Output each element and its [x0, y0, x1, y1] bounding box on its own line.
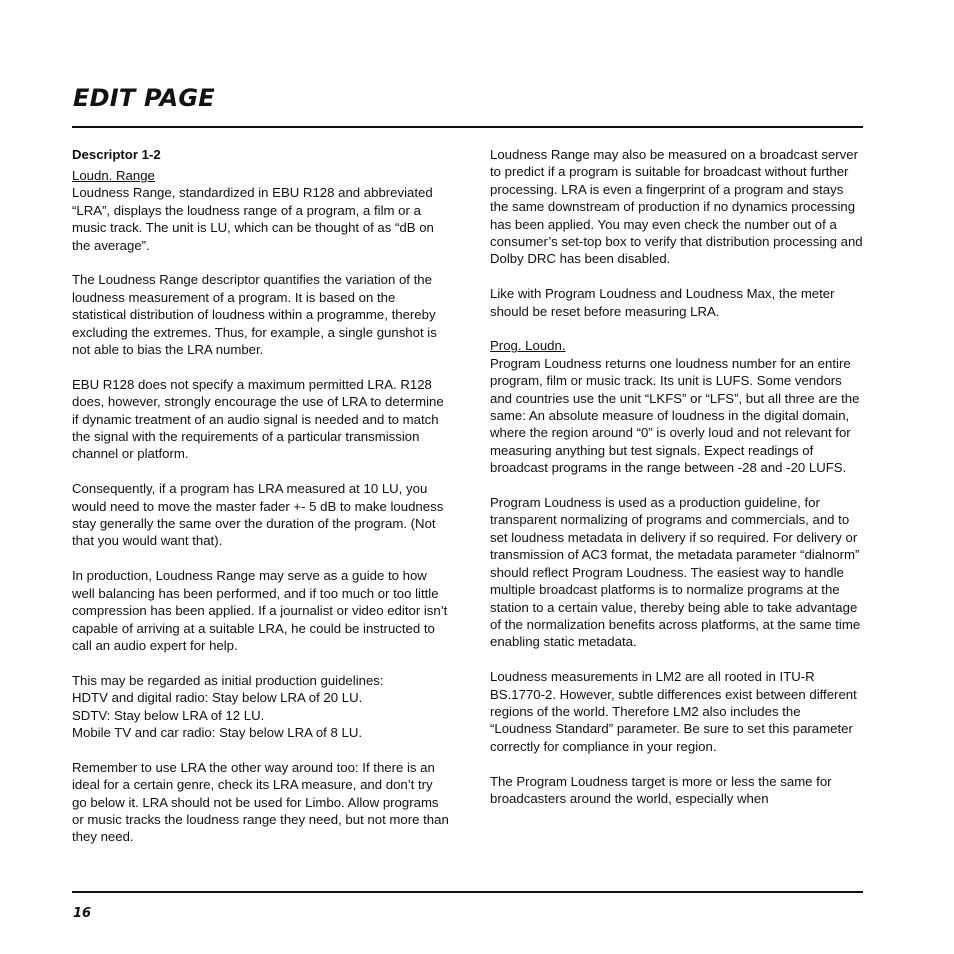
paragraph: Like with Program Loudness and Loudness Max, the meter should be reset before measuring LRA.	[490, 286, 835, 319]
section-title-prog-loudn: Prog. Loudn.	[490, 338, 566, 354]
left-column	[72, 146, 450, 863]
page-number: 16	[73, 906, 92, 921]
paragraph: Consequently, if a program has LRA measured at 10 LU, you would need to move the master fader +- 5 dB to make loudness stay generally the same over the duration of the program. (Not that you would want that).	[72, 481, 444, 549]
guideline-item: SDTV: Stay below LRA of 12 LU.	[72, 707, 265, 723]
guideline-item: Mobile TV and car radio: Stay below LRA of 8 LU.	[72, 724, 363, 740]
paragraph: The Program Loudness target is more or less the same for broadcasters around the world, especially when	[490, 773, 832, 806]
right-column	[490, 146, 864, 825]
paragraph: Loudness measurements in LM2 are all rooted in ITU-R BS.1770-2. However, subtle differences exist between different regions of the world. Therefore LM2 also includes the “Loudness Standard” parameter. Be sure to set this parameter correctly for compliance in your region.	[490, 669, 857, 754]
paragraph: In production, Loudness Range may serve as a guide to how well balancing has been performed, and if too much or too little compression has been applied. If a journalist or video editor isn’t capable of arriving at a suitable LRA, he could be instructed to call an audio expert for help.	[72, 568, 448, 653]
paragraph: Loudness Range may also be measured on a broadcast server to predict if a program is suitable for broadcast without further processing. LRA is even a fingerprint of a program and stays the same downstream of production if no dynamics processing has been applied. You may even check the number out of a consumer’s set-top box to verify that distribution processing and Dolby DRC has been disabled.	[490, 147, 863, 267]
footer-divider	[72, 891, 863, 893]
page-title: EDIT PAGE	[73, 84, 215, 112]
guidelines-intro: This may be regarded as initial production guidelines:	[72, 672, 384, 688]
program-loudness-intro	[490, 337, 864, 476]
guideline-item: HDTV and digital radio: Stay below LRA of 20 LU.	[72, 690, 363, 706]
paragraph: The Loudness Range descriptor quantifies the variation of the loudness measurement of a program. It is based on the statistical distribution of loudness within a programme, thereby excluding the extremes. Thus, for example, a single gunshot is not able to bias the LRA number.	[72, 272, 437, 358]
header-divider	[72, 126, 863, 128]
section-title-loudn-range: Loudn. Range	[72, 168, 155, 183]
paragraph: Loudness Range, standardized in EBU R128 and abbreviated “LRA”, displays the loudness range of a program, a film or a music track. The unit is LU, which can be thought of as “dB on the average”.	[72, 185, 434, 253]
descriptor-heading: Descriptor 1-2	[72, 147, 161, 162]
paragraph: Program Loudness returns one loudness number for an entire program, film or music track. Its unit is LUFS. Some vendors and countries use the unit “LKFS” or “LFS”, but all three are the same: An absolute measure of loudness in the digital domain, where the region around “0” is overly loud and not relevant for measuring anything but test signals. Expect readings of broadcast programs in the range between -28 and -20 LUFS.	[490, 355, 860, 476]
loudness-range-intro	[72, 167, 450, 254]
paragraph: EBU R128 does not specify a maximum permitted LRA. R128 does, however, strongly encourage the use of LRA to determine if dynamic treatment of an audio signal is needed and to match the signal with the requirements of a particular transmission channel or platform.	[72, 376, 444, 462]
paragraph: Remember to use LRA the other way around too: If there is an ideal for a certain genre, check its LRA measure, and don’t try go below it. LRA should not be used for Limbo. Allow programs or music tracks the loudness range they need, but not more than they need.	[72, 759, 449, 845]
paragraph: Program Loudness is used as a production guideline, for transparent normalizing of programs and commercials, and to set loudness metadata in delivery if so required. For delivery or transmission of AC3 format, the metadata parameter “dialnorm” should reflect Program Loudness. The easiest way to handle multiple broadcast platforms is to normalize programs at the station to a certain value, thereby being able to take advantage of the normalization benefits across platforms, at the same time enabling static metadata.	[490, 495, 861, 650]
